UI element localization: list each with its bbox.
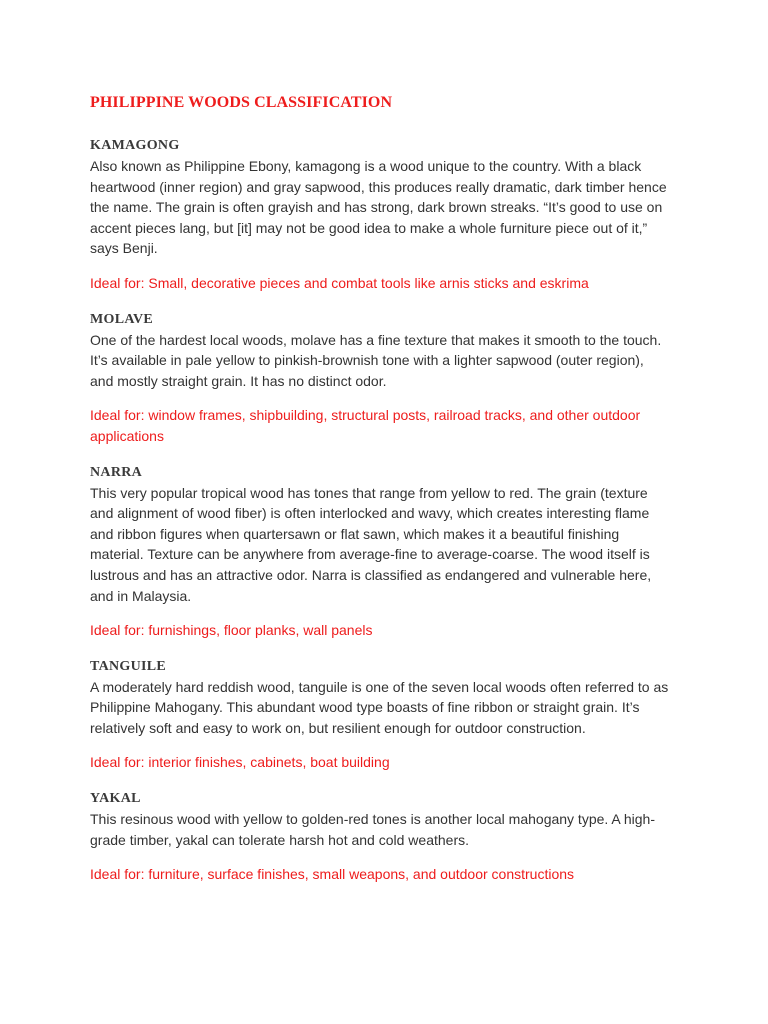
wood-name: KAMAGONG [90,138,180,153]
wood-description: This very popular tropical wood has tones that range from yellow to red. The grain (texture and alignment of wood fiber) is often interlocked and wavy, which creates interesting flame and ribbon figures when quartersawn or flat sawn, which makes it a beautiful finishing material. Texture can be anywhere from average-fine to average-coarse. The wood itself is lustrous and has an attractive odor. Narra is classified as endangered and vulnerable here, and in Malaysia. [90,484,652,604]
wood-section-yakal [90,789,670,885]
wood-ideal-for: Ideal for: furnishings, floor planks, wall panels [90,622,373,639]
document-content [90,92,670,901]
wood-name: TANGUILE [90,658,167,674]
wood-name: MOLAVE [90,311,153,327]
wood-name: YAKAL [90,791,141,807]
wood-section-narra [90,463,670,641]
wood-ideal-for: Ideal for: Small, decorative pieces and combat tools like arnis sticks and eskrima [90,274,589,291]
wood-section-kamagong [90,136,670,294]
wood-name: NARRA [90,464,143,480]
wood-description: A moderately hard reddish wood, tanguile is one of the seven local woods often referred to as Philippine Mahogany. This abundant wood type boasts of fine ribbon or straight grain. It’s relatively soft and easy to work on, but resilient enough for outdoor construction. [90,678,669,736]
wood-ideal-for: Ideal for: window frames, shipbuilding, structural posts, railroad tracks, and other outdoor applications [90,407,641,444]
wood-description: One of the hardest local woods, molave has a fine texture that makes it smooth to the touch. It’s available in pale yellow to pinkish-brownish tone with a lighter sapwood (outer region), and mostly straight grain. It has no distinct odor. [90,331,662,389]
wood-section-molave [90,310,670,447]
wood-description: This resinous wood with yellow to golden-red tones is another local mahogany type. A high-grade timber, yakal can tolerate harsh hot and cold weathers. [90,811,655,848]
document-title: PHILIPPINE WOODS CLASSIFICATION [90,94,393,111]
wood-ideal-for: Ideal for: furniture, surface finishes, small weapons, and outdoor constructions [90,866,575,883]
wood-description: Also known as Philippine Ebony, kamagong is a wood unique to the country. With a black heartwood (inner region) and gray sapwood, this produces really dramatic, dark timber hence the name. The grain is often grayish and has strong, dark brown streaks. “It’s good to use on accent pieces lang, but [it] may not be good idea to make a whole furniture piece out of it,” says Benji. [90,158,667,257]
wood-ideal-for: Ideal for: interior finishes, cabinets, boat building [90,754,390,771]
wood-section-tanguile [90,657,670,773]
